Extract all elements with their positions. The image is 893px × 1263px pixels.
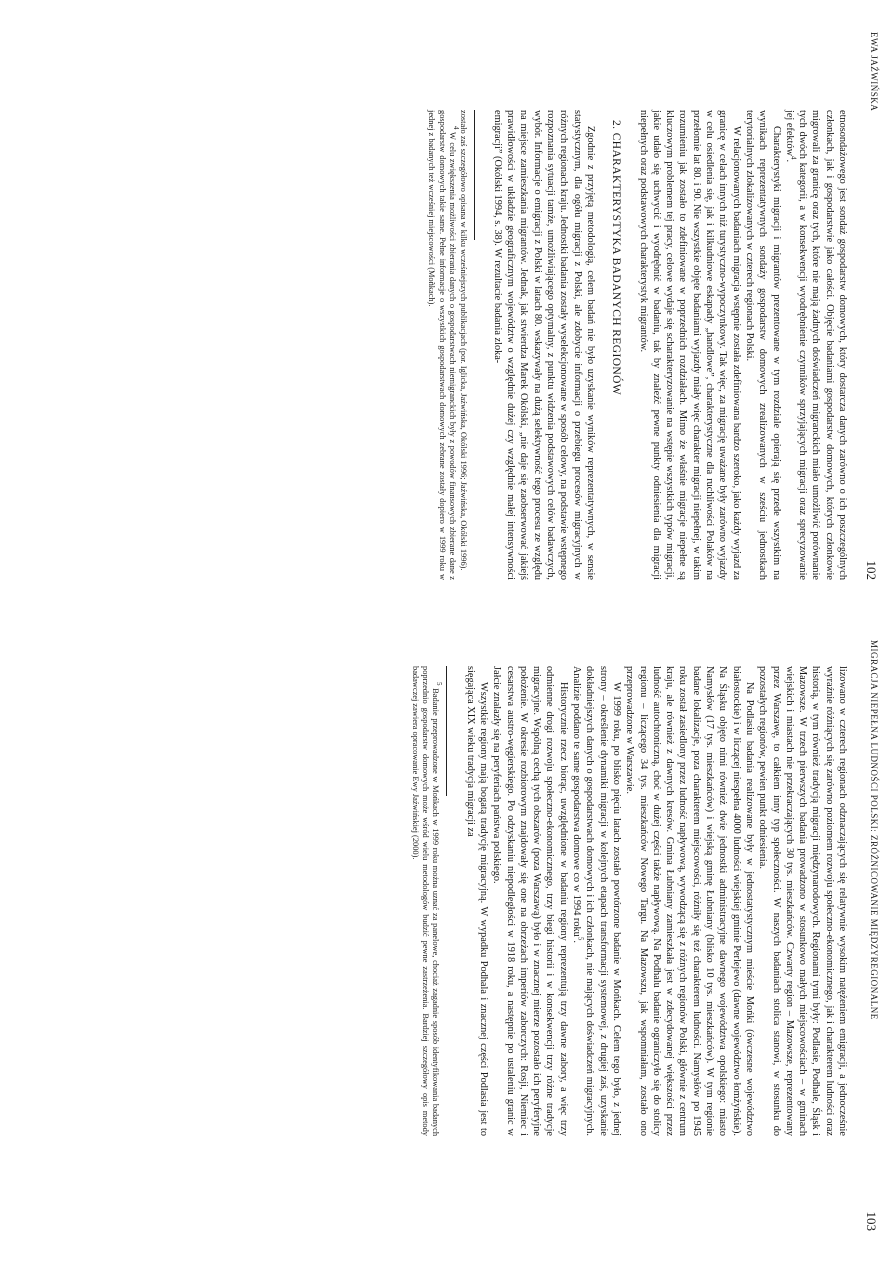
paragraph: W relacjonowanych badaniach migracja wstępnie została zdefiniowana bardzo szeroko, jako każdy wyjazd za granicę w celach innych niż turystyczno-wypoczynkowy. Tak więc, za migrację uważane były zarówno wyjazdy w celu osiedlenia się, jak i kilkudniowe eskapady „handlowe”, charakterystyczne dla ruchliwości Polaków na przełomie lat 80. i 90. Nie wszystkie objęte badaniami wyjazdy miały więc charakter migracji niepełnej, w takim rozumieniu jak zostało to zdefiniowane w poprzednich rozdziałach. Mimo że właśnie migracje niepełne są kluczowym problemem tej pracy, celowe wydaje się scharakteryzowanie na wstępie wszystkich typów migracji, jakie udało się uchwycić i wyodrębnić w badaniu, tak by znaleźć pewne punkty odniesienia dla migracji niepełnych oraz podstawowych charakterystyk migrantów. — [637, 110, 742, 580]
footnote-marker: 4 — [451, 126, 460, 130]
running-head-left: EWA JAŹWIŃSKA — [869, 32, 879, 112]
paragraph: lizowano w czterech regionach odznaczających się relatywnie wysokim natężeniem emigracji, a jednocześnie wyraźnie różniących się zarówno poziomem rozwoju społeczno-ekonomicznego, jak i charakterem ludności oraz historią, w tym również tradycją migracji międzynarodowych. Regionami tymi były: Podlasie, Podhale, Śląsk i Mazowsze. W trzech pierwszych badania prowadzono w stosunkowo małych miejscowościach – w gminach wiejskich i miastach nie przekraczających 30 tys. mieszkańców. Czwarty region – Mazowsze, reprezentowany przez Warszawę, to całkiem inny typ społeczności. W naszych badaniach stolica stanowi, w stosunku do pozostałych regionów, pewien punkt odniesienia. — [757, 666, 848, 1136]
right-page — [0, 632, 893, 1263]
paragraph: etnosondażowego jest sondaż gospodarstw domowych, który dostarcza danych zarówno o ich poszczególnych członkach, jak i gospodarstwie jako całości. Objęcie badaniami gospodarstw domowych, których członkowie migrowali za granicę oraz tych, które nie mają żadnych doświadczeń migranckich miało umożliwić porównanie tych dwóch kategorii, a w konsekwencji wyodrębnienie czynników sprzyjających migracji oraz sprecyzowanie jej efektów$^4$. — [783, 110, 848, 580]
footnote-rule — [446, 666, 447, 796]
paragraph: Zgodnie z przyjętą metodologią, celem badań nie było uzyskanie wyników reprezentatywnych, w sensie statystycznym, dla ogółu migracji z Polski, ale zdobycie informacji o przebiegu procesów migracyjnych w różnych regionach kraju. Jednostki badania zostały wyselekcjonowane w sposób celowy, na podstawie wstępnego rozpoznania sytuacji tamże, umożliwiającego optymalny, z punktu widzenia podstawowych celów badawczych, wybór. Informacje o emigracji z Polski w latach 80. wskazywały na dużą selektywność tego procesu ze względu na miejsce zamieszkania migrantów. Jednak, jak stwierdza Marek Okólski, „nie daje się zaobserwować jakiejś prawidłowości w układzie geograficznym województw o względnie dużej czy względnie małej intensywności emigracji” (Okólski 1994, s. 38). W rezultacie badania zloka- — [491, 110, 596, 580]
paragraph: Wszystkie regiony mają bogatą tradycję migracyjną. W wypadku Podhala i znacznej części Podlasia jest to sięgająca XIX wieku tradycja migracji za — [464, 666, 489, 1136]
running-head-right: MIGRACJA NIEPEŁNA LUDNOŚCI POLSKI: ZRÓŻNICOWANIE MIĘDZYREGIONALNE — [869, 640, 879, 1020]
footnote-marker: 5 — [435, 682, 444, 686]
paragraph: W 1999 roku, po blisko pięciu latach zostało powtórzone badanie w Mońkach. Celem tego było, z jednej strony – określenie dynamiki migracji w kolejnych etapach transformacji systemowej, z drugiej zaś, uzyskanie dokładniejszych danych o gospodarstwach domowych i ich członkach, nie mających doświadczeń migracyjnych. Analizie poddano te same gospodarstwa domowe co w 1994 roku$^5$. — [571, 666, 622, 1136]
right-text-column — [409, 666, 849, 1136]
footnote-ref: 5 — [576, 936, 585, 941]
left-text-column — [426, 110, 849, 580]
footnote — [426, 110, 460, 580]
footnote-text: W celu zwiększenia możliwości zbierania danych o gospodarstwach niemigranckich były z powodów finansowych zbierane dane z gospodarstw domowych takie same. Pełne informacje o wszystkich gospodarstwach domowych zebrane zostały dopiero w 1999 roku w jednej z badanych też wcześniej miejscowości (Moñkach). — [427, 110, 458, 580]
section-heading: 2. CHARAKTERYSTYKA BADANYCH REGIONÓW — [610, 120, 623, 396]
paragraph: Na Podlasiu badania realizowane były w jednostatystycznym mieście Mońki (ówczesne województwo białostockie) i w liczącej niespełna 4000 ludności wiejskiej gminie Perlejewo (dawne województwo łomżyńskie). Na Śląsku objęto nimi również dwie jednostki administracyjne dawnego województwa opolskiego: miasto Namysłów (17 tys. mieszkańców) i wiejską gminę Łubniany (blisko 10 tys. mieszkańców). W tym regionie badane lokalizacje, poza charakterem miejscowości, różniły się też charakterem ludności. Namysłów po 1945 roku został zasiedlony przez ludność napływową, wywodzącą się z różnych regionów Polski, głównie z centrum kraju, ale również z dawnych kresów. Gmina Łubniany zamieszkała jest w zdecydowanej większości przez ludność autochtoniczną, choć w dużej części także napływową. Na Podhalu badanie ograniczyło się do stolicy regionu – liczącego 34 tys. mieszkańców Nowego Targu. Na Mazowszu, jak wspomniałam, zostało ono przeprowadzone w Warszawie. — [624, 666, 755, 1136]
paragraph: Historycznie rzecz biorąc, uwzględnione w badaniu regiony reprezentują trzy dawne zabory, a więc trzy odmienne drogi rozwoju społeczno-ekonomicznego, trzy biegi historii i w konsekwencji trzy różne tradycje migracyjne. Wspólną cechą tych obszarów (poza Warszawą) było i w znacznej mierze pozostało ich peryferyjne położenie. W okresie rozbiorowym znajdowały się one na obrzeżach imperiów zaborczych: Rosji, Niemiec i cesarstwa austro-węgierskiego. Po odzyskaniu niepodległości w 1918 roku, a następnie po ustaleniu granic w Jałcie znalazły się na peryferiach państwa polskiego. — [491, 666, 569, 1136]
page-number-right: 103 — [864, 1211, 879, 1231]
paragraph-text: W 1999 roku, po blisko pięciu latach zostało powtórzone badanie w Mońkach. Celem tego było, z jednej strony – określenie dynamiki migracji w kolejnych etapach transformacji systemowej, z drugiej zaś, uzyskanie dokładniejszych danych o gospodarstwach domowych i ich członkach, nie mających doświadczeń migracyjnych. Analizie poddano te same gospodarstwa domowe co w 1994 roku — [571, 666, 622, 1136]
page-number-left: 102 — [864, 560, 879, 580]
footnote-text: Badanie przeprowadzone w Mońkach w 1999 roku można uznać za panelowe, chociaż zagadnie sposób identyfikowania badanych poprzednio gospodarstw domowych może wśród wielu metodologów budzić pewne zastrzeżenia. Bardziej szczegółowy opis metody badawczej zawiera opracowanie Ewy Jaźwińskiej (2000). — [410, 666, 441, 1137]
paragraph-text: etnosondażowego jest sondaż gospodarstw domowych, który dostarcza danych zarówno o ich poszczególnych członkach, jak i gospodarstwie jako całości. Objęcie badaniami gospodarstw domowych, których członkowie migrowali za granicę oraz tych, które nie mają żadnych doświadczeń migranckich miało umożliwić porównanie tych dwóch kategorii, a w konsekwencji wyodrębnienie czynników sprzyjających migracji oraz sprecyzowanie jej efektów — [783, 110, 848, 580]
footnote — [409, 666, 444, 1137]
footnote-ref: 4 — [789, 156, 798, 160]
paragraph: Charakterystyki migracji i migrantów prezentowane w tym rozdziale opierają się przede wszystkim na wynikach reprezentatywnych sondaży gospodarstw domowych zrealizowanych w sześciu jednostkach terytorialnych zlokalizowanych w czterech regionach Polski. — [743, 110, 782, 580]
gutter — [13, 628, 883, 629]
footnote-rule — [474, 110, 475, 240]
footnote: zostało zaś szczegółowo opisana w kilku wcześniejszych publikacjach (por. Iglicka, Jaźwińska, Okólski 1996; Jaźwińska, Okólski 1996). — [458, 110, 468, 571]
